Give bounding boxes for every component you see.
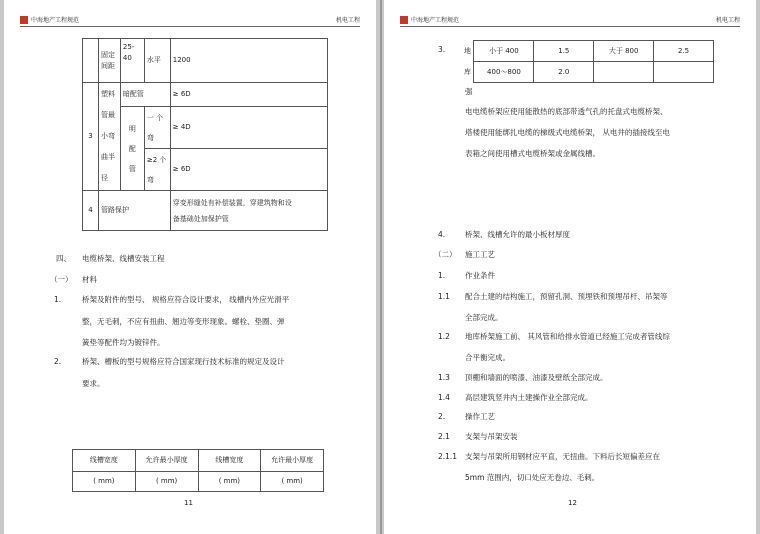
table-cell: 明 配 管 — [120, 107, 144, 191]
item-number: 2. — [54, 357, 62, 366]
table-header: ( mm) — [135, 472, 198, 492]
paragraph-line: 配合土建的结构施工，预留孔洞、预埋铁和预埋吊杆、吊架等 — [465, 292, 668, 301]
table-cell — [594, 62, 654, 83]
table-cell — [654, 62, 714, 83]
item-number: 2.1.1 — [438, 452, 458, 461]
table-cell: 25-40 — [120, 39, 144, 83]
company-logo-icon — [400, 16, 408, 24]
table-cell: 暗配管 — [120, 83, 170, 107]
tray-thickness-table — [72, 449, 324, 492]
paragraph-line: 支架与吊架所用钢材应平直，无扭曲。下料后长短偏差应在 — [465, 452, 660, 461]
header-title: 中海地产工程规范 — [411, 17, 460, 24]
table-cell: ≥ 6D — [170, 83, 327, 107]
item-number: 3. — [438, 45, 446, 54]
subsection-number: （一） — [50, 275, 73, 284]
page-number: 11 — [184, 499, 193, 507]
item-text: 桥架、线槽允许的最小板材厚度 — [465, 230, 570, 239]
item-number: 1.3 — [438, 373, 450, 382]
table-cell: 一 个 弯 — [144, 107, 170, 149]
basement-thickness-table — [464, 40, 714, 83]
paragraph-line: 桥架及附件的型号、 规格应符合设计要求， 线槽内外应光滑平 — [82, 295, 290, 304]
subsection-title: 施工工艺 — [465, 250, 495, 259]
header-section: 机电工程 — [715, 17, 740, 24]
section-title: 电缆桥架、线槽安装工程 — [82, 254, 165, 263]
table-cell: 2.0 — [534, 62, 594, 83]
table-cell: 1.5 — [534, 41, 594, 62]
paragraph-line: 要求。 — [82, 379, 105, 388]
page-header — [20, 16, 360, 27]
page-gutter — [380, 0, 382, 534]
item-number: 2. — [438, 412, 446, 421]
paragraph-line: 全部完成。 — [465, 313, 503, 322]
paragraph-line: 整，无毛刺，不应有扭曲、翘边等变形现象。螺栓、垫圈、弹 — [82, 317, 285, 326]
table-cell: 4 — [83, 191, 99, 231]
page-11 — [4, 0, 376, 534]
table-header: ( mm) — [261, 472, 324, 492]
table-cell: 400～800 — [474, 62, 534, 83]
paragraph-line: 地库桥架施工前、 其风管和给排水管道已经施工完成者管线综 — [465, 332, 670, 341]
item-text: 顶棚和墙面的喷漆、油漆及壁纸全部完成。 — [465, 373, 608, 382]
header-section: 机电工程 — [335, 17, 360, 24]
table-cell: ≥2 个 弯 — [144, 149, 170, 191]
company-logo-icon — [20, 16, 28, 24]
table-header: 允许最小厚度 — [135, 450, 198, 472]
item-text: 作业条件 — [465, 271, 495, 280]
header-title: 中海地产工程规范 — [31, 17, 80, 24]
strong-mark: 强 — [465, 87, 473, 96]
table-cell: 水平 — [144, 39, 170, 83]
paragraph-line: 电电缆桥架应使用能散热的底部带透气孔的托盘式电缆桥架、 — [465, 107, 668, 116]
paragraph-line: 表箱之间使用槽式电缆桥架或金属线槽。 — [465, 149, 600, 158]
item-number: 4. — [438, 230, 446, 239]
table-cell: 塑料 管最 小弯 曲半 径 — [98, 83, 120, 191]
item-text: 操作工艺 — [465, 412, 495, 421]
section-number: 四、 — [56, 254, 71, 263]
item-number: 2.1 — [438, 432, 450, 441]
paragraph-line: 合平衡完成。 — [465, 353, 510, 362]
item-number: 1.1 — [438, 292, 450, 301]
table-cell: ≥ 4D — [170, 107, 327, 149]
table-cell: 穿变形缝处有补偿装置，穿建筑物和设 备基础处加保护管 — [170, 191, 327, 231]
table-header: ( mm) — [198, 472, 261, 492]
item-number: 1. — [54, 295, 62, 304]
item-text: 支架与吊架安装 — [465, 432, 518, 441]
item-text: 高层建筑竖井内土建操作业全部完成。 — [465, 393, 593, 402]
table-header: 允许最小厚度 — [261, 450, 324, 472]
subsection-number: （二） — [434, 250, 457, 259]
table-header: ( mm) — [73, 472, 136, 492]
table-cell: 1200 — [170, 39, 327, 83]
item-number: 1.2 — [438, 332, 450, 341]
table-cell: 地 库 — [464, 41, 474, 83]
table-cell: 2.5 — [654, 41, 714, 62]
paragraph-line: 5mm 范围内，切口处应无卷边、毛刺。 — [465, 473, 600, 482]
paragraph-line: 簧垫等配件均为镀锌件。 — [82, 338, 165, 347]
paragraph-line: 塔楼使用能绑扎电缆的梯级式电缆桥架， 从电井的插接线至电 — [465, 128, 670, 137]
table-cell: 3 — [83, 83, 99, 191]
table-cell: ≥ 6D — [170, 149, 327, 191]
table-cell: 固定 间距 — [98, 39, 120, 83]
page-12 — [384, 0, 756, 534]
table-cell: 大于 800 — [594, 41, 654, 62]
page-number: 12 — [568, 499, 577, 507]
paragraph-line: 桥架、槽板的型号规格应符合国家现行技术标准的规定及设计 — [82, 357, 285, 366]
page-header — [400, 16, 740, 27]
table-header: 线槽宽度 — [198, 450, 261, 472]
item-number: 1. — [438, 271, 446, 280]
bending-radius-table — [82, 38, 328, 231]
subsection-title: 材料 — [82, 275, 97, 284]
table-cell: 管路保护 — [98, 191, 170, 231]
table-header: 线槽宽度 — [73, 450, 136, 472]
item-number: 1.4 — [438, 393, 450, 402]
table-cell: 小于 400 — [474, 41, 534, 62]
